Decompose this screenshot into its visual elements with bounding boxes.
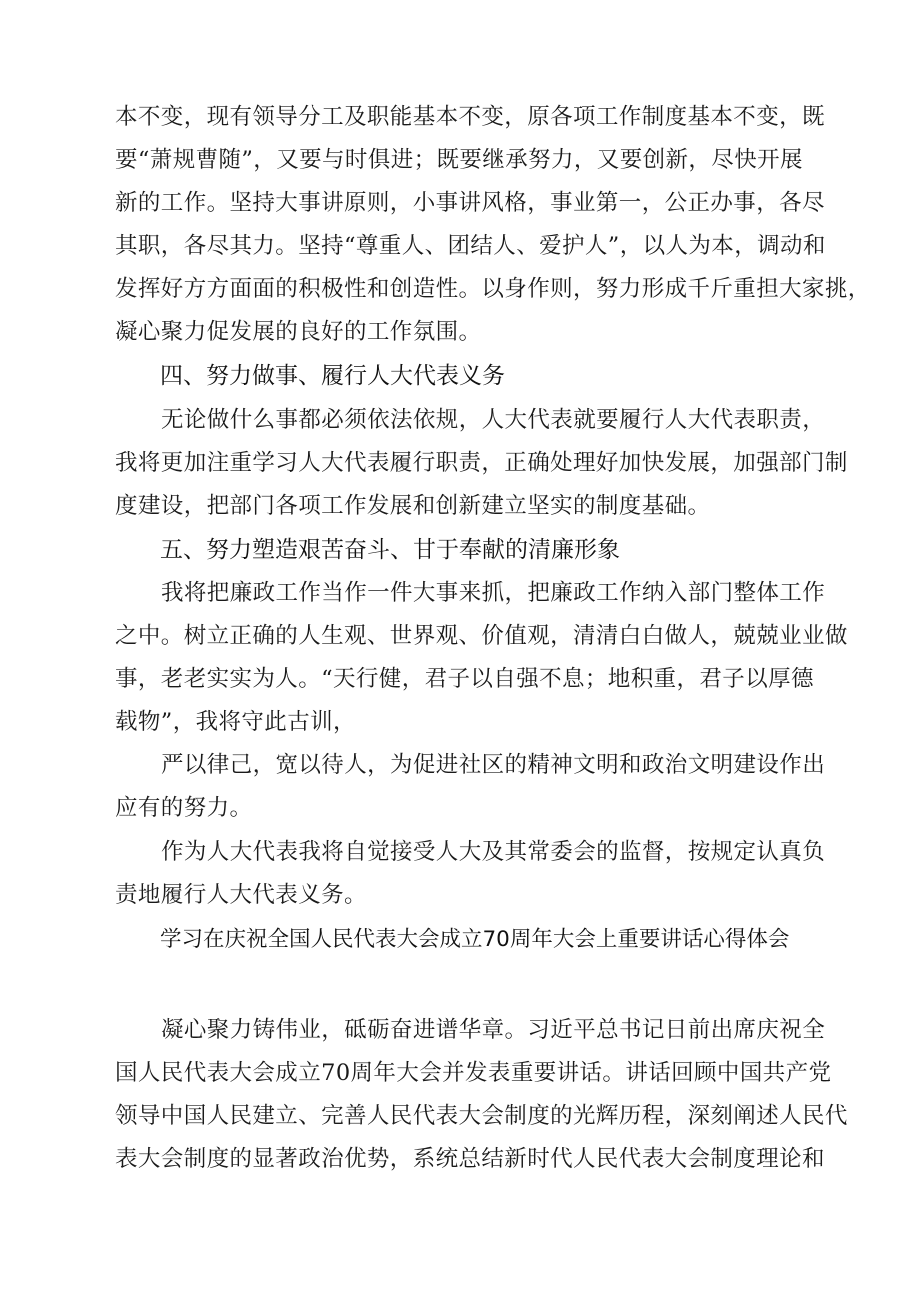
paragraph-line: 我将更加注重学习人大代表履行职责，正确处理好加快发展，加强部门制 [115, 450, 848, 476]
paragraph-line: 发挥好方方面面的积极性和创造性。以身作则，努力形成千斤重担大家挑， [115, 276, 871, 302]
paragraph-line: 责地履行人大代表义务。 [115, 882, 367, 908]
paragraph-line: 凝心聚力铸伟业，砥砺奋进谱华章。习近平总书记日前出席庆祝全 [161, 1017, 826, 1043]
article-title: 学习在庆祝全国人民代表大会成立70周年大会上重要讲话心得体会 [160, 927, 790, 952]
paragraph-line: 新的工作。坚持大事讲原则，小事讲风格，事业第一，公正办事，各尽 [115, 190, 825, 216]
paragraph-line: 其职，各尽其力。坚持“尊重人、团结人、爱护人”，以人为本，调动和 [115, 233, 826, 259]
paragraph-line: 度建设，把部门各项工作发展和创新建立坚实的制度基础。 [115, 493, 711, 519]
paragraph-line: 应有的努力。 [115, 795, 253, 821]
paragraph-line: 领导中国人民建立、完善人民代表大会制度的光辉历程，深刻阐述人民代 [115, 1103, 848, 1129]
paragraph-line: 严以律己，宽以待人，为促进社区的精神文明和政治文明建设作出 [161, 752, 826, 778]
paragraph-line: 我将把廉政工作当作一件大事来抓，把廉政工作纳入部门整体工作 [161, 580, 826, 606]
paragraph-line: 无论做什么事都必须依法依规，人大代表就要履行人大代表职责， [161, 407, 826, 433]
paragraph-line: 作为人大代表我将自觉接受人大及其常委会的监督，按规定认真负 [161, 839, 826, 865]
paragraph-line: 之中。树立正确的人生观、世界观、价值观，清清白白做人，兢兢业业做 [115, 623, 848, 649]
section-five-heading: 五、努力塑造艰苦奋斗、甘于奉献的清廉形象 [160, 537, 620, 563]
paragraph-line: 表大会制度的显著政治优势，系统总结新时代人民代表大会制度理论和 [115, 1146, 825, 1172]
section-four-heading: 四、努力做事、履行人大代表义务 [160, 363, 505, 389]
paragraph-line: 国人民代表大会成立70周年大会并发表重要讲话。讲话回顾中国共产党 [115, 1060, 832, 1086]
paragraph-line: 要“萧规曹随”，又要与时俱进；既要继承努力，又要创新，尽快开展 [115, 147, 803, 173]
paragraph-line: 载物”，我将守此古训， [115, 709, 356, 735]
paragraph-line: 本不变，现有领导分工及职能基本不变，原各项工作制度基本不变，既 [115, 104, 825, 130]
paragraph-line: 凝心聚力促发展的良好的工作氛围。 [115, 319, 482, 345]
paragraph-line: 事，老老实实为人。“天行健，君子以自强不息；地积重，君子以厚德 [115, 666, 814, 692]
